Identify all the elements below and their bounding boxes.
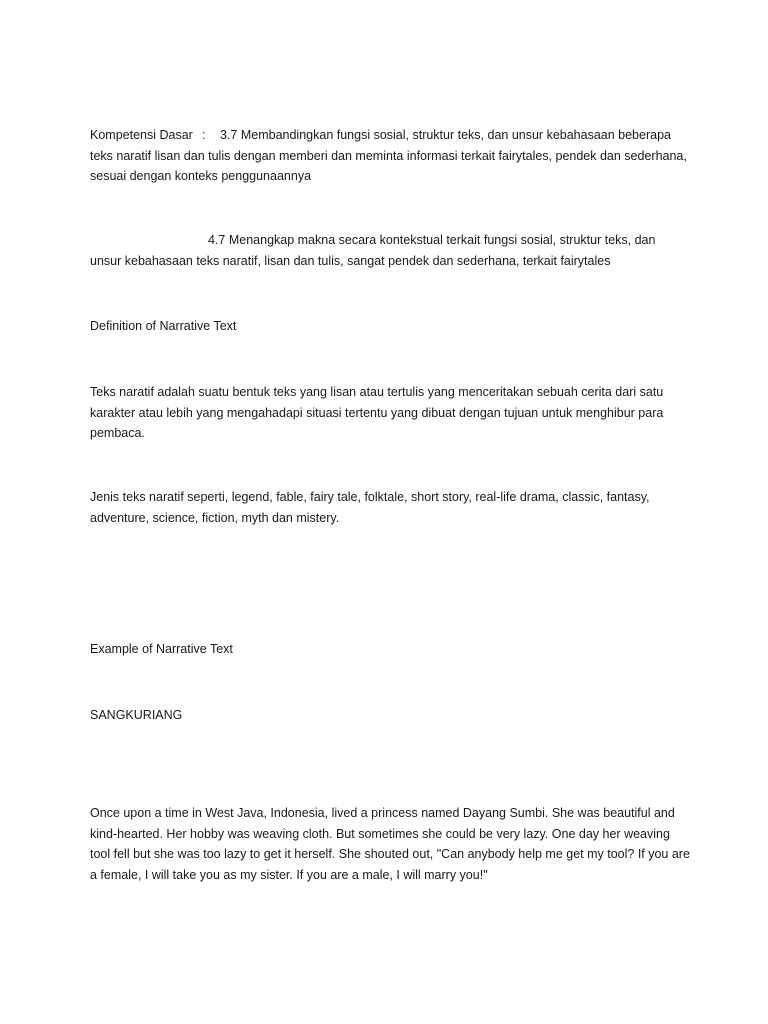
- definition-paragraph: Teks naratif adalah suatu bentuk teks yang lisan atau tertulis yang menceritakan sebuah cerita dari satu karakter atau lebih yang mengahadapi situasi tertentu yang dibuat dengan tujuan untuk menghibur para pembaca.: [90, 385, 664, 440]
- kd-4-7-block: [90, 230, 690, 271]
- narrative-types-paragraph: Jenis teks naratif seperti, legend, fable, fairy tale, folktale, short story, real-life drama, classic, fantasy, adventure, science, fiction, myth dan mistery.: [90, 490, 650, 525]
- kd-3-7-first-line: 3.7 Membandingkan fungsi sosial, struktur teks, dan unsur kebahasaan beberapa: [220, 128, 671, 142]
- story-paragraph: Once upon a time in West Java, Indonesia, lived a princess named Dayang Sumbi. She was beautiful and kind-hearted. Her hobby was weaving cloth. But sometimes she could be very lazy. One day her weaving tool fell but she was too lazy to get it herself. She shouted out, "Can anybody help me get my tool? If you are a female, I will take you as my sister. If you are a male, I will marry you!": [90, 806, 690, 882]
- kompetensi-dasar-label: Kompetensi Dasar: [90, 128, 193, 142]
- kd-4-7-text: [90, 230, 690, 271]
- kompetensi-dasar-first-line: [90, 125, 690, 146]
- definition-heading: Definition of Narrative Text: [90, 319, 237, 333]
- example-heading: Example of Narrative Text: [90, 642, 233, 656]
- kompetensi-dasar-colon: :: [202, 128, 206, 142]
- kd-3-7-continuation: teks naratif lisan dan tulis dengan memberi dan meminta informasi terkait fairytales, pendek dan sederhana, sesuai dengan konteks penggunaannya: [90, 148, 687, 183]
- kd-4-7-paragraph: 4.7 Menangkap makna secara kontekstual terkait fungsi sosial, struktur teks, dan unsur kebahasaan teks naratif, lisan dan tulis, sangat pendek dan sederhana, terkait fairytales: [90, 233, 656, 268]
- kompetensi-dasar-block: [90, 125, 690, 187]
- story-title: SANGKURIANG: [90, 708, 183, 722]
